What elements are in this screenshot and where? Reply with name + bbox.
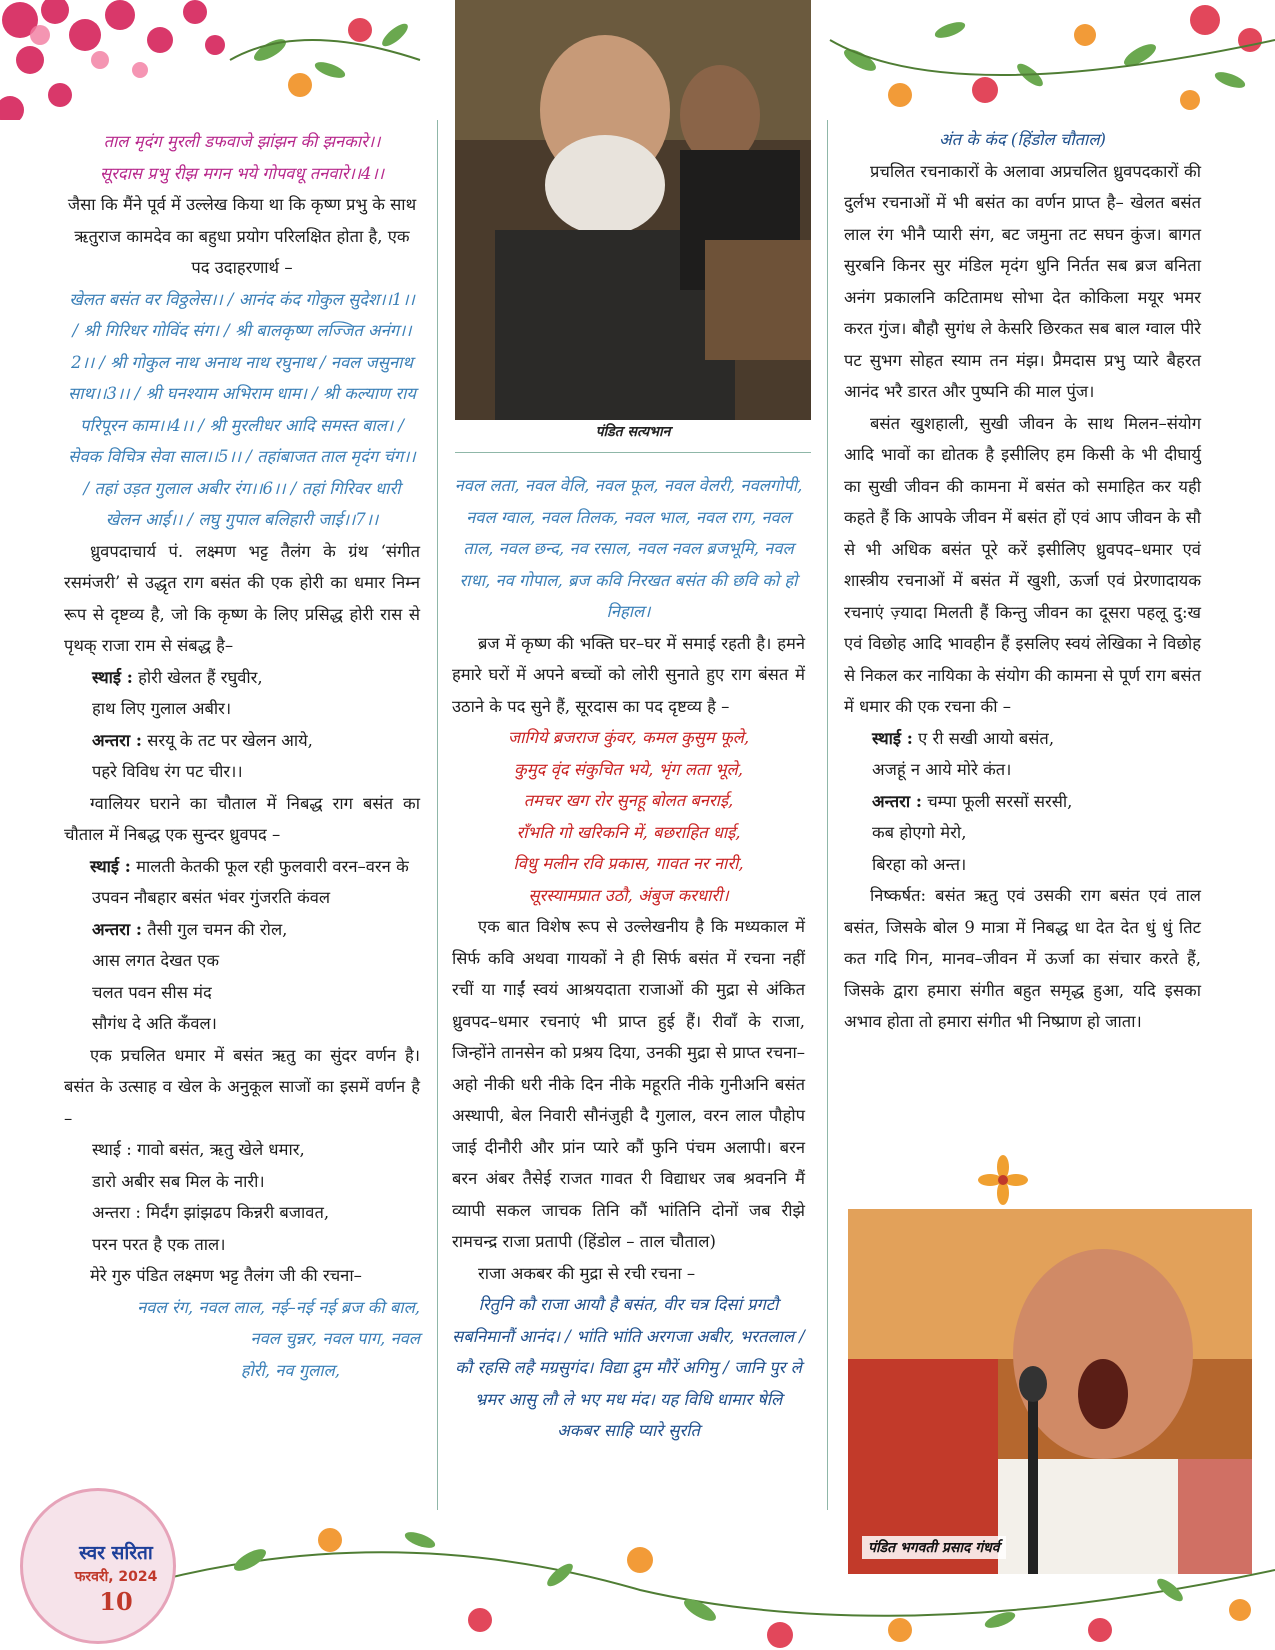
verse-line xyxy=(844,786,1201,818)
column-left xyxy=(64,126,420,1386)
verse-line: स्थाई : गावो बसंत, ऋतु खेले धमार, xyxy=(92,1140,305,1159)
verse-line xyxy=(844,723,1201,755)
verse-line: उपवन नौबहार बसंत भंवर गुंजरति कंवल xyxy=(92,888,331,907)
sthai-label: स्थाई : xyxy=(90,856,131,876)
verse-line xyxy=(64,662,420,694)
verse-text: ए री सखी आयो बसंत, xyxy=(912,728,1055,748)
verse-line xyxy=(64,914,420,946)
magazine-badge xyxy=(20,1488,176,1644)
verse-line: होरी, नव गुलाल, xyxy=(240,1360,340,1380)
verse-text: सरयू के तट पर खेलन आये, xyxy=(141,730,313,750)
verse-line: कुमुद वृंद संकुचित भये, भृंग लता भूले, xyxy=(514,759,743,779)
column-divider xyxy=(827,120,828,1510)
verse-line: नवल रंग, नवल लाल, नई–नई नई ब्रज की बाल, xyxy=(137,1297,420,1317)
antara-label: अन्तरा : xyxy=(92,919,142,939)
antara-label: अन्तरा : xyxy=(92,730,142,750)
verse-line: चलत पवन सीस मंद xyxy=(92,982,212,1002)
verse-text: चम्पा फूली सरसों सरसी, xyxy=(921,791,1073,811)
verse-line: सौगंध दे अति कँवल। xyxy=(92,1014,217,1033)
verse-line: जागिये ब्रजराज कुंवर, कमल कुसुम फूले, xyxy=(507,728,750,747)
verse-line: अन्तरा : मिर्दंग झांझढप किन्नरी बजावत, xyxy=(92,1203,330,1222)
verse-line xyxy=(64,725,420,757)
paragraph: निष्कर्षत: बसंत ऋतु एवं उसकी राग बसंत एवं ताल बसंत, जिसके बोल 9 मात्रा में निबद्ध धा देत देत धुं धुं तिट कत गदि गिन, मानव–जीवन में ऊर्जा का संचार करते हैं, जिसके द्वारा हमारा संगीत बहुत समृद्ध हुआ, यदि इसका अभाव होता तो हमारा संगीत भी निष्प्राण हो जाता। xyxy=(844,886,1201,1031)
verse-block: नवल लता, नवल वेलि, नवल फूल, नवल वेलरी, नवलगोपी, नवल ग्वाल, नवल तिलक, नवल भाल, नवल राग, नवल ताल, नवल छन्द, नव रसाल, नवल नवल ब्रजभूमि, नवल राधा, नव गोपाल, ब्रज कवि निरखत बसंत की छवि को हो निहाल। xyxy=(454,476,803,621)
verse-block: खेलत बसंत वर विठ्ठलेस।। / आनंद कंद गोकुल सुदेश।।1।। / श्री गिरिधर गोविंद संग। / श्री बालकृष्ण लज्जित अनंग।।2।। / श्री गोकुल नाथ अनाथ नाथ रघुनाथ / नवल जसुनाथ साथ।।3।। / श्री घनश्याम अभिराम धाम। / श्री कल्याण राय परिपूरन काम।।4।। / श्री मुरलीधर आदि समस्त बाल। / सेवक विचित्र सेवा साल।।5।। / तहांबाजत ताल मृदंग चंग।। / तहां उड़त गुलाल अबीर रंग।।6।। / तहां गिरिवर धारी खेलन आई।। / लघु गुपाल बलिहारी जाई।।7।। xyxy=(68,289,416,529)
sthai-label: स्थाई : xyxy=(92,667,133,687)
paragraph: ध्रुवपदाचार्य पं. लक्ष्मण भट्ट तैलंग के ग्रंथ ‘संगीत रसमंजरी’ से उद्धृत राग बसंत की एक होरी का धमार निम्न रूप से दृष्टव्य है, जो कि कृष्ण के लिए प्रसिद्ध होरी रास से पृथक् राजा राम से संबद्ध है– xyxy=(64,541,420,655)
flower-icon xyxy=(978,1155,1028,1205)
photo-caption: पंडित भगवती प्रसाद गंधर्व xyxy=(862,1536,1006,1559)
verse-line: तमचर खग रोर सुनहू बोलत बनराई, xyxy=(523,791,734,810)
verse-line: अजहूं न आये मोरे कंत। xyxy=(872,760,1012,779)
verse-line xyxy=(64,851,420,883)
sthai-label: स्थाई : xyxy=(872,728,913,748)
issue-date: फरवरी, 2024 xyxy=(74,1569,158,1585)
verse-line: विधु मलीन रवि प्रकास, गावत नर नारी, xyxy=(513,854,744,873)
verse-line: राँभति गो खरिकनि में, बछराहित धाई, xyxy=(516,822,741,842)
column-right xyxy=(844,124,1201,1038)
verse-block: रितुनि कौ राजा आयौ है बसंत, वीर चत्र दिसां प्रगटौ सबनिमानौं आनंद। / भांति भांति अरगजा अबीर, भरतलाल / कौ रहसि लहै मग्रसुगंद। विद्या द्रुम मौरें अगिमु / जानि पुर ले भ्रमर आसु लौ ले भए मध मंद। यह विधि धामार षेलि अकबर साहि प्यारे सुरति xyxy=(452,1295,805,1440)
paragraph: एक बात विशेष रूप से उल्लेखनीय है कि मध्यकाल में सिर्फ कवि अथवा गायकों ने ही सिर्फ बसंत में रचना नहीं रचीं या गाईं स्वयं आश्रयदाता राजाओं की मुद्रा से अंकित ध्रुवपद–धमार रचनाएं भी प्राप्त हुई हैं। रीवाँ के राजा, जिन्होंने तानसेन को प्रश्रय दिया, उनकी मुद्रा से प्राप्त रचना– अहो नीकी धरी नीके दिन नीके महूरति नीके गुनीअनि बसंत अस्थापी, बेल निवारी सौनंजुही दै गुलाल, वरन लाल पौहोप जाई दीनौरी और प्रांन प्यारे कौं फुनि पंचम अलापी। बरन बरन अंबर तैसेई राजत गावत री विद्याधर जब श्रवननि मैं व्यापी सकल जाचक तिनि कौं भांतिनि दोनों जब रीझे रामचन्द्र राजा प्रतापी (हिंडोल – ताल चौताल) xyxy=(452,917,805,1251)
floral-border-bottom xyxy=(0,1500,1275,1650)
page-number: 10 xyxy=(99,1587,133,1616)
verse-line: बिरहा को अन्त। xyxy=(872,854,967,874)
verse-line: पहरे विविध रंग पट चीर।। xyxy=(92,762,243,781)
paragraph: जैसा कि मैंने पूर्व में उल्लेख किया था कि कृष्ण प्रभु के साथ ऋतुराज कामदेव का बहुधा प्रयोग परिलक्षित होता है, एक पद उदाहरणार्थ – xyxy=(67,195,417,277)
verse-line: सूरदास प्रभु रीझ मगन भये गोपवधू तनवारे।।4।। xyxy=(99,163,385,183)
paragraph: ग्वालियर घराने का चौताल में निबद्ध राग बसंत का चौताल में निबद्ध एक सुन्दर ध्रुवपद – xyxy=(64,793,420,844)
verse-line: ताल मृदंग मुरली डफवाजे झांझन की झनकारे।। xyxy=(103,132,381,151)
verse-line: अंत के कंद (हिंडोल चौताल) xyxy=(939,130,1106,149)
verse-line: नवल चुन्नर, नवल पाग, नवल xyxy=(250,1329,420,1348)
column-divider xyxy=(437,120,438,1510)
paragraph: ब्रज में कृष्ण की भक्ति घर–घर में समाई रहती है। हमने हमारे घरों में अपने बच्चों को लोरी सुनाते हुए राग बंसत में उठाने के पद सुने हैं, सूरदास का पद दृष्टव्य है – xyxy=(452,633,805,716)
verse-line: डारो अबीर सब मिल के नारी। xyxy=(92,1171,265,1191)
verse-line: परन परत है एक ताल। xyxy=(92,1234,226,1254)
paragraph: राजा अकबर की मुद्रा से रची रचना – xyxy=(478,1263,696,1283)
column-middle xyxy=(452,470,805,1447)
paragraph: एक प्रचलित धमार में बसंत ऋतु का सुंदर वर्णन है। बसंत के उत्साह व खेल के अनुकूल साजों का इसमें वर्णन है – xyxy=(64,1045,420,1128)
photo-caption: पंडित सत्यभान xyxy=(595,424,671,440)
paragraph: प्रचलित रचनाकारों के अलावा अप्रचलित ध्रुवपदकारों की दुर्लभ रचनाओं में भी बसंत का वर्णन प्राप्त है– खेलत बसंत लाल रंग भीनै प्यारी संग, बट जमुना तट सघन कुंज। बागत सुरबनि किनर सुर मंडिल मृदंग धुनि निर्तत सब ब्रज बनिता अनंग प्रकालनि कटितामध सोभा देत कोकिला मयूर भमर करत गुंज। बौहौ सुगंध ले केसरि छिरकत सब बाल ग्वाल पीरे पट सुभग सोहत स्याम तन मंझ। प्रैमदास प्रभु प्यारे बैहरत आनंद भरै डारत और पुष्पनि की माल पुंज। xyxy=(844,161,1201,401)
verse-text: मालती केतकी फूल रही फुलवारी वरन–वरन के xyxy=(130,856,409,876)
verse-line: कब होएगो मेरो, xyxy=(872,823,967,842)
antara-label: अन्तरा : xyxy=(872,791,922,811)
caption-rule xyxy=(455,452,811,453)
portrait-illustration xyxy=(455,0,811,420)
verse-line: हाथ लिए गुलाल अबीर। xyxy=(92,699,232,718)
photo-pandit-satyabhan xyxy=(455,0,811,420)
verse-text: तैसी गुल चमन की रोल, xyxy=(141,919,288,939)
verse-line: आस लगत देखत एक xyxy=(92,951,220,970)
paragraph: मेरे गुरु पंडित लक्ष्मण भट्ट तैलंग जी की रचना– xyxy=(90,1266,362,1285)
verse-text: होरी खेलत हैं रघुवीर, xyxy=(132,667,263,687)
magazine-title: स्वर सरिता xyxy=(79,1542,153,1564)
verse-line: सूरस्यामप्रात उठौ, अंबुज करधारी। xyxy=(528,885,729,905)
paragraph: बसंत खुशहाली, सुखी जीवन के साथ मिलन–संयोग आदि भावों का द्योतक है इसीलिए हम किसी के भी दीघार्यु का सुखी जीवन की कामना में बसंत को समाहित कर यही कहते हैं कि आपके जीवन में बसंत हों एवं आप जीवन के सौ से भी अधिक बसंत पूरे करें इसीलिए ध्रुवपद–धमार एवं शास्त्रीय रचनाओं में बसंत में खुशी, ऊर्जा एवं प्रेरणादायक रचनाएं ज़्यादा मिलती हैं किन्तु जीवन का दूसरा पहलू दु:ख एवं विछोह आदि भावहीन हैं इसलिए स्वयं लेखिका ने विछोह से निकल कर नायिका के संयोग की कामना से पूर्ण राग बसंत में धमार की एक रचना की – xyxy=(844,413,1201,716)
